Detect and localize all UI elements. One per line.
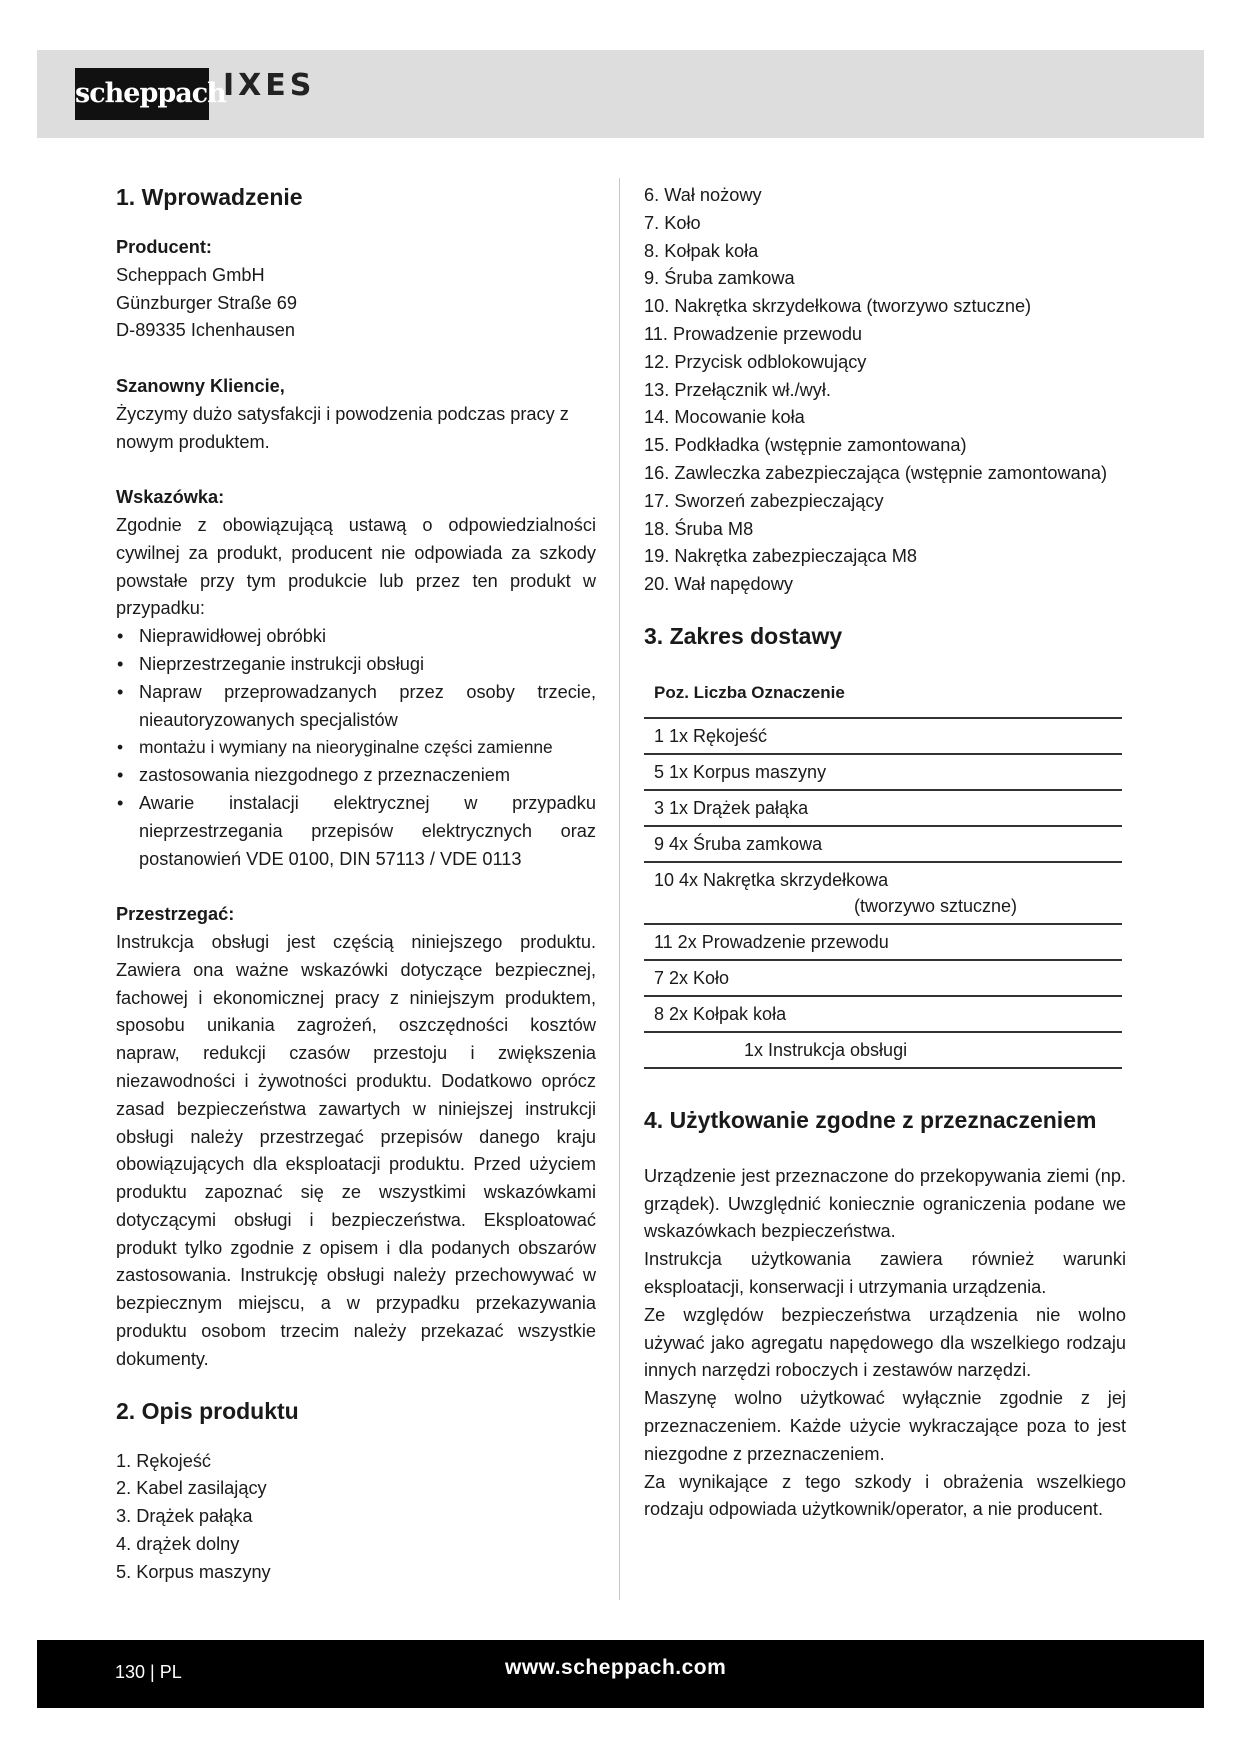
page-footer bbox=[37, 1640, 1204, 1708]
part-item: 15. Podkładka (wstępnie zamontowana) bbox=[644, 435, 967, 456]
list-item: • zastosowania niezgodnego z przeznaczeniem bbox=[116, 762, 596, 790]
section-2-title: 2. Opis produktu bbox=[116, 1397, 299, 1424]
table-cell: 11 2x Prowadzenie przewodu bbox=[654, 931, 889, 952]
left-column bbox=[116, 182, 596, 1587]
part-item: 10. Nakrętka skrzydełkowa (tworzywo sztuczne) bbox=[644, 296, 1032, 317]
page-number: 130 | PL bbox=[115, 1662, 182, 1682]
section-1-title: 1. Wprowadzenie bbox=[116, 184, 303, 210]
table-row bbox=[644, 719, 1122, 755]
table-row bbox=[644, 1033, 1122, 1069]
producer-line: Scheppach GmbH bbox=[116, 264, 265, 285]
s4-paragraph: Za wynikające z tego szkody i obrażenia wszelkiego rodzaju odpowiada użytkownik/operator, a nie producent. bbox=[644, 1471, 1126, 1520]
observe-text: Instrukcja obsługi jest częścią niniejszego produktu. Zawiera ona ważne wskazówki dotyczące bezpiecznej, fachowej i ekonomicznej pracy z niniejszym produktem, sposobu unikania zagrożeń, oszczędności kosztów napraw, redukcji czasów przestoju i zwiększenia niezawodności i żywotności produktu. Dodatkowo oprócz zasad bezpieczeństwa zawartych w niniejszej instrukcji obsługi należy przestrzegać przepisów danego kraju obowiązujących dla eksploatacji produktu. Przed użyciem produktu zapoznać się ze wszystkimi wskazówkami dotyczącymi obsługi i bezpieczeństwa. Eksploatować produkt tylko zgodnie z opisem i dla podanych obszarów zastosowania. Instrukcję obsługi należy przechowywać w bezpiecznym miejscu, a w przypadku przekazywania produktu osobom trzecim należy przekazać wszystkie dokumenty. bbox=[116, 931, 596, 1369]
right-column bbox=[644, 182, 1126, 1524]
part-item: 12. Przycisk odblokowujący bbox=[644, 351, 867, 372]
producer-line: Günzburger Straße 69 bbox=[116, 292, 297, 313]
part-item: 2. Kabel zasilający bbox=[116, 1478, 267, 1499]
list-item: • Napraw przeprowadzanych przez osoby trzecie, nieautoryzowanych specjalistów bbox=[116, 679, 596, 735]
table-row bbox=[644, 997, 1122, 1033]
table-header: Poz. Liczba Oznaczenie bbox=[644, 671, 1122, 719]
table-row bbox=[644, 827, 1122, 863]
note-label: Wskazówka: bbox=[116, 487, 225, 508]
table-cell: 1x Instrukcja obsługi bbox=[744, 1039, 908, 1060]
table-cell: 7 2x Koło bbox=[654, 967, 730, 988]
table-cell: 5 1x Korpus maszyny bbox=[654, 761, 827, 782]
column-divider bbox=[619, 178, 620, 1600]
s4-paragraph: Maszynę wolno użytkować wyłącznie zgodnie z jej przeznaczeniem. Każde użycie wykraczające poza to jest niezgodne z przeznaczeniem. bbox=[644, 1388, 1126, 1464]
part-item: 19. Nakrętka zabezpieczająca M8 bbox=[644, 546, 917, 567]
part-item: 11. Prowadzenie przewodu bbox=[644, 323, 863, 344]
part-item: 13. Przełącznik wł./wył. bbox=[644, 379, 831, 400]
table-cell: 9 4x Śruba zamkowa bbox=[654, 833, 823, 854]
liability-list bbox=[116, 623, 596, 873]
table-row bbox=[644, 961, 1122, 997]
part-item: 17. Sworzeń zabezpieczający bbox=[644, 490, 884, 511]
s4-paragraph: Instrukcja użytkowania zawiera również warunki eksploatacji, konserwacji i utrzymania urządzenia. bbox=[644, 1249, 1126, 1297]
part-item: 7. Koło bbox=[644, 212, 701, 233]
part-item: 9. Śruba zamkowa bbox=[644, 268, 795, 289]
part-item: 1. Rękojeść bbox=[116, 1450, 212, 1471]
producer-label: Producent: bbox=[116, 237, 212, 257]
s4-paragraph: Urządzenie jest przeznaczone do przekopywania ziemi (np. grządek). Uwzględnić koniecznie ograniczenia podane we wskazówkach bezpieczeństwa. bbox=[644, 1165, 1126, 1242]
table-cell: 1 1x Rękojeść bbox=[654, 725, 768, 746]
part-item: 4. drążek dolny bbox=[116, 1534, 240, 1555]
section-3-title: 3. Zakres dostawy bbox=[644, 622, 843, 649]
table-row bbox=[644, 925, 1122, 961]
delivery-table bbox=[644, 671, 1122, 1069]
list-item: • Nieprzestrzeganie instrukcji obsługi bbox=[116, 651, 596, 679]
s4-paragraph: Ze względów bezpieczeństwa urządzenia nie wolno używać jako agregatu napędowego dla wszelkiego rodzaju innych narzędzi roboczych i zestawów narzędzi. bbox=[644, 1304, 1126, 1381]
part-item: 5. Korpus maszyny bbox=[116, 1561, 271, 1582]
observe-label: Przestrzegać: bbox=[116, 904, 235, 925]
part-item: 18. Śruba M8 bbox=[644, 518, 754, 539]
dear-label: Szanowny Kliencie, bbox=[116, 375, 285, 396]
ixes-logo: IXES bbox=[223, 68, 316, 103]
table-cell: 8 2x Kołpak koła bbox=[654, 1003, 787, 1024]
part-item: 8. Kołpak koła bbox=[644, 240, 759, 261]
table-cell: 10 4x Nakrętka skrzydełkowa bbox=[654, 869, 889, 890]
part-item: 16. Zawleczka zabezpieczająca (wstępnie zamontowana) bbox=[644, 462, 1108, 483]
page-header bbox=[37, 50, 1204, 138]
scheppach-logo: scheppach bbox=[75, 68, 209, 120]
producer-line: D-89335 Ichenhausen bbox=[116, 320, 295, 341]
dear-text: Życzymy dużo satysfakcji i powodzenia podczas pracy z nowym produktem. bbox=[116, 403, 569, 452]
part-item: 20. Wał napędowy bbox=[644, 574, 793, 595]
part-item: 14. Mocowanie koła bbox=[644, 407, 805, 428]
list-item: • Awarie instalacji elektrycznej w przypadku nieprzestrzegania przepisów elektrycznych oraz postanowień VDE 0100, DIN 57113 / VDE 0113 bbox=[116, 790, 596, 873]
note-text: Zgodnie z obowiązującą ustawą o odpowiedzialności cywilnej za produkt, producent nie odpowiada za szkody powstałe przy tym produkcie lub przez ten produkt w przypadku: bbox=[116, 514, 596, 619]
table-row bbox=[644, 755, 1122, 791]
table-row bbox=[644, 863, 1122, 925]
list-item: • Nieprawidłowej obróbki bbox=[116, 623, 596, 651]
table-row bbox=[644, 791, 1122, 827]
section-4-title: 4. Użytkowanie zgodne z przeznaczeniem bbox=[644, 1106, 1097, 1133]
website-link[interactable]: www.scheppach.com bbox=[505, 1656, 727, 1679]
list-item: • montażu i wymiany na nieoryginalne części zamienne bbox=[116, 734, 596, 762]
part-item: 6. Wał nożowy bbox=[644, 185, 762, 205]
table-cell: 3 1x Drążek pałąka bbox=[654, 797, 809, 818]
part-item: 3. Drążek pałąka bbox=[116, 1506, 253, 1527]
table-cell-sub: (tworzywo sztuczne) bbox=[854, 895, 1018, 916]
